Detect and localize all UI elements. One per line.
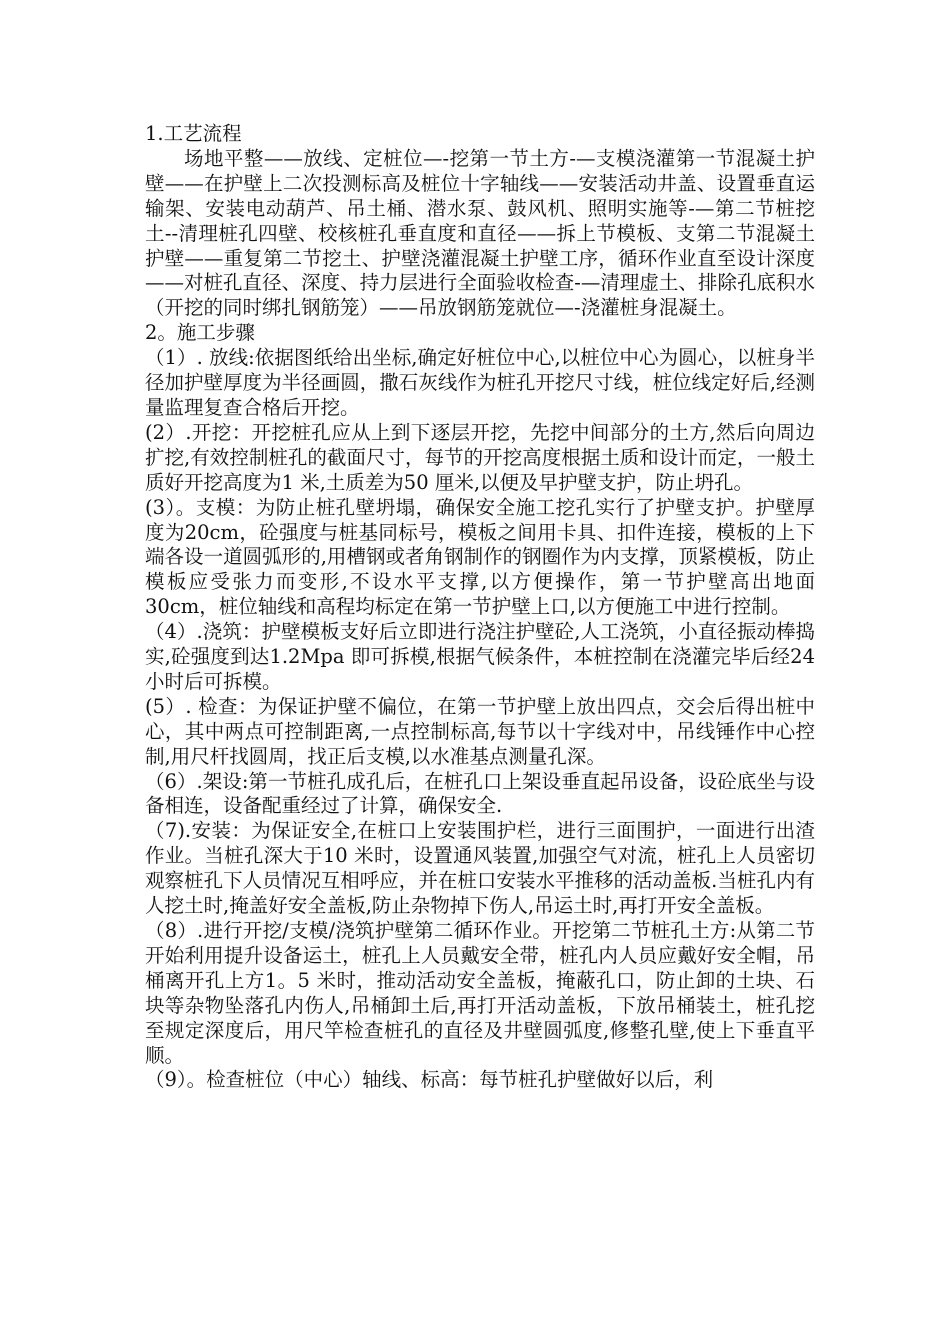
step-paragraph-9: （9）。检查桩位（中心）轴线、标高：每节桩孔护壁做好以后，利 (145, 1068, 714, 1092)
section-heading-steps: 2。施工步骤 (145, 321, 255, 345)
step-paragraph-3: (3）。支模：为防止桩孔壁坍塌，确保安全施工挖孔实行了护壁支护。护壁厚度为20cm，砼强度与桩基同标号，模板之间用卡具、扣件连接，模板的上下端各设一道圆弧形的,用槽钢或者角钢制作的钢圈作为内支撑，顶紧模板，防止模板应受张力而变形,不设水平支撑,以方便操作，第一节护壁高出地面30cm，桩位轴线和高程均标定在第一节护壁上口,以方便施工中进行控制。 (145, 495, 815, 619)
step-paragraph-2: (2）.开挖：开挖桩孔应从上到下逐层开挖，先挖中间部分的土方,然后向周边扩挖,有效控制桩孔的截面尺寸，每节的开挖高度根据土质和设计而定，一般土质好开挖高度为1 米,土质差为50 厘米,以便及早护壁支护，防止坍孔。 (145, 420, 815, 494)
step-paragraph-7: （7).安装：为保证安全,在桩口上安装围护栏，进行三面围护，一面进行出渣作业。当桩孔深大于10 米时，设置通风装置,加强空气对流，桩孔上人员密切观察桩孔下人员情况互相呼应，并在桩口安装水平推移的活动盖板.当桩孔内有人挖土时,掩盖好安全盖板,防止杂物掉下伤人,吊运土时,再打开安全盖板。 (145, 819, 815, 918)
process-flow-paragraph: 场地平整——放线、定桩位—-挖第一节土方-—支模浇灌第一节混凝土护壁——在护壁上二次投测标高及桩位十字轴线——安装活动井盖、设置垂直运输架、安装电动葫芦、吊土桶、潜水泵、鼓风机、照明实施等-—第二节桩挖土--清理桩孔四壁、校核桩孔垂直度和直径——拆上节模板、支第二节混凝土护壁——重复第二节挖土、护壁浇灌混凝土护壁工序，循环作业直至设计深度——对桩孔直径、深度、持力层进行全面验收检查-—清理虚土、排除孔底积水（开挖的同时绑扎钢筋笼）——吊放钢筋笼就位—-浇灌桩身混凝土。 (145, 146, 815, 320)
step-paragraph-5: (5）. 检查：为保证护壁不偏位，在第一节护壁上放出四点，交会后得出桩中心，其中两点可控制距离,一点控制标高,每节以十字线对中，吊线锤作中心控制,用尺杆找圆周，找正后支模,以水准基点测量孔深。 (145, 694, 815, 768)
step-paragraph-6: （6）.架设:第一节桩孔成孔后，在桩孔口上架设垂直起吊设备，设砼底坐与设备相连，设备配重经过了计算，确保安全. (145, 769, 815, 818)
section-heading-process: 1.工艺流程 (145, 122, 242, 145)
step-paragraph-1: （1）. 放线:依据图纸给出坐标,确定好桩位中心,以桩位中心为圆心，以桩身半径加护壁厚度为半径画圆，撒石灰线作为桩孔开挖尺寸线，桩位线定好后,经测量监理复查合格后开挖。 (145, 346, 815, 419)
step-paragraph-4: （4）.浇筑：护壁模板支好后立即进行浇注护壁砼,人工浇筑，小直径振动棒捣实,砼强度到达1.2Mpa 即可拆模,根据气候条件，本桩控制在浇灌完毕后经24 小时后可拆模。 (145, 620, 815, 693)
step-paragraph-8: （8）.进行开挖/支模/浇筑护壁第二循环作业。开挖第二节桩孔土方:从第二节开始利用提升设备运土，桩孔上人员戴安全带，桩孔内人员应戴好安全帽，吊桶离开孔上方1。5 米时，推动活动安全盖板，掩蔽孔口，防止卸的土块、石块等杂物坠落孔内伤人,吊桶卸土后,再打开活动盖板，下放吊桶装土，桩孔挖至规定深度后，用尺竿检查桩孔的直径及井壁圆弧度,修整孔壁,使上下垂直平顺。 (145, 919, 815, 1067)
document-body (145, 122, 815, 1093)
